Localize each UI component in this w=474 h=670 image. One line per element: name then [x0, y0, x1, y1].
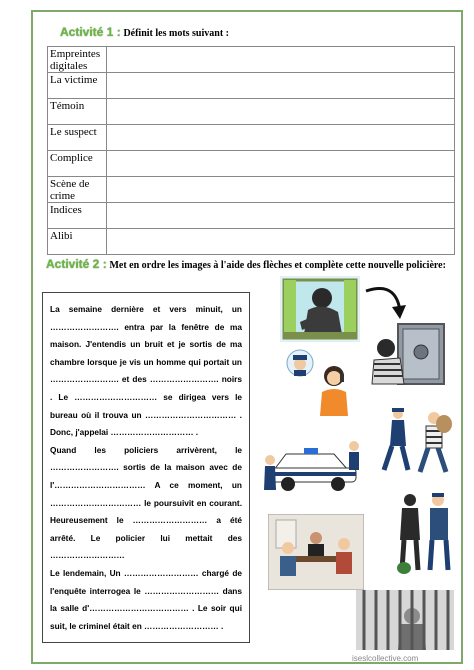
term-cell: Alibi: [48, 229, 107, 255]
activity2-instruction: Met en ordre les images à l'aide des flèches et complète cette nouvelle policière:: [109, 260, 446, 271]
term-cell: Indices: [48, 203, 107, 229]
activity2-label: Activité 2 :: [46, 257, 107, 271]
activity1-title: [60, 25, 229, 39]
watermark: iseslcollective.com: [352, 654, 419, 663]
activity1-label: Activité 1 :: [60, 25, 121, 39]
term-cell: Complice: [48, 151, 107, 177]
definition-cell[interactable]: [107, 47, 455, 73]
activity2-title: [46, 257, 446, 271]
table-row: [48, 203, 455, 229]
definitions-table: [47, 46, 455, 255]
arrest-image: [394, 490, 458, 576]
definition-cell[interactable]: [107, 229, 455, 255]
definition-cell[interactable]: [107, 203, 455, 229]
table-row: [48, 177, 455, 203]
police-officer-head-image: [286, 348, 314, 378]
term-cell: Le suspect: [48, 125, 107, 151]
definition-cell[interactable]: [107, 99, 455, 125]
table-row: [48, 73, 455, 99]
table-row: [48, 125, 455, 151]
burglar-window-image: [280, 276, 360, 342]
prison-cell-image: [356, 590, 454, 650]
term-cell: Scène de crime: [48, 177, 107, 203]
definition-cell[interactable]: [107, 151, 455, 177]
definition-cell[interactable]: [107, 177, 455, 203]
term-cell: La victime: [48, 73, 107, 99]
woman-on-phone-image: [316, 364, 352, 416]
definition-cell[interactable]: [107, 125, 455, 151]
police-car-image: [264, 430, 360, 494]
story-paragraph: Le lendemain, Un ……………………… chargé de l'enquête interrogea le ……………………… dans la salle d'……………………………… . Le soir qui suit, le criminel était en ……………………… .: [50, 567, 242, 631]
activity1-instruction: Définit les mots suivant :: [123, 28, 229, 39]
table-row: [48, 151, 455, 177]
burglar-safe-image: [370, 318, 446, 388]
interrogation-room-image: [268, 514, 364, 590]
police-chasing-thief-image: [376, 404, 458, 478]
story-text-box: [42, 292, 250, 643]
term-cell: Empreintes digitales: [48, 47, 107, 73]
story-paragraph: La semaine dernière et vers minuit, un ……………………. entra par la fenêtre de ma maison. J'entendis un bruit et je sortis de ma chambre lorsque je vis un homme qui portait un ……………………. et des ……………………. noirs . Le ………………………… se dirigea vers le bureau où il trouva un …………………………… . Donc, j'appelai ………………………… .: [50, 304, 242, 438]
curved-arrow-icon: [362, 283, 408, 323]
table-row: [48, 99, 455, 125]
table-row: [48, 229, 455, 255]
table-row: [48, 47, 455, 73]
definition-cell[interactable]: [107, 73, 455, 99]
story-paragraph: Quand les policiers arrivèrent, le ……………………. sortis de la maison avec de l'…………………………… A ce moment, un …………………………… le poursuivit en courant. Heureusement le ……………………… a été arrêté. Le policier lui mettait des ………………………: [50, 444, 242, 561]
term-cell: Témoin: [48, 99, 107, 125]
